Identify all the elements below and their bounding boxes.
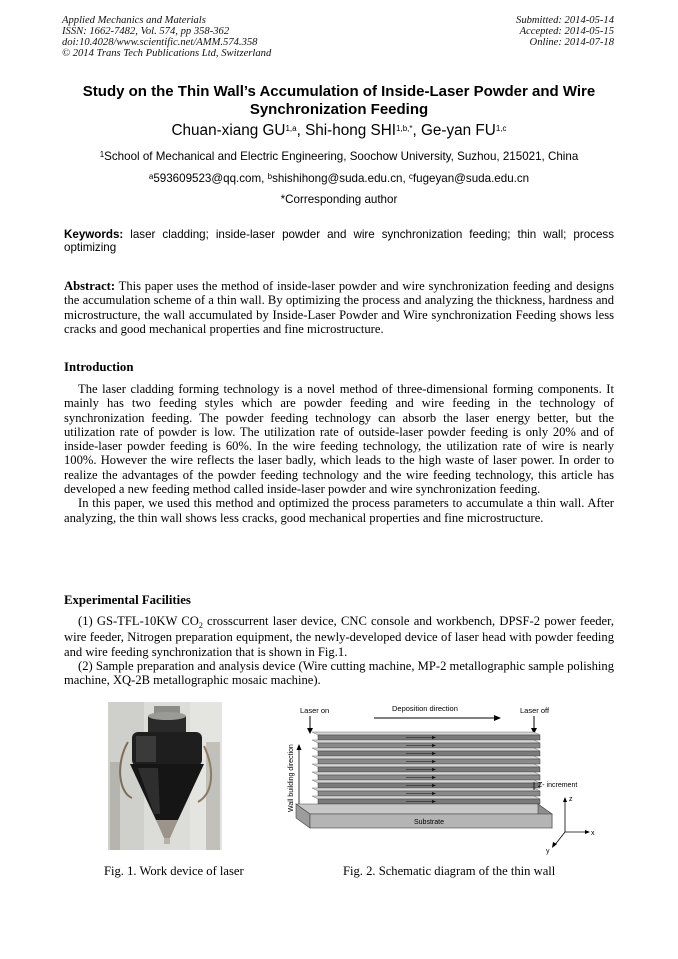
figure-2-caption: Fig. 2. Schematic diagram of the thin wall: [343, 864, 556, 878]
keywords: [64, 228, 614, 255]
issn-line: ISSN: 1662-7482, Vol. 574, pp 358-362: [62, 26, 230, 37]
substrate-top: [296, 804, 552, 814]
copyright-line: © 2014 Trans Tech Publications Ltd, Switzerland: [62, 48, 272, 59]
dates-info: [516, 15, 614, 48]
deposition-arrowhead: [494, 715, 501, 721]
introduction-body: [64, 382, 614, 525]
email-sup: a: [148, 172, 154, 181]
label-z-increment: Z- increment: [538, 782, 578, 789]
accepted-date: Accepted: 2014-05-15: [519, 26, 614, 37]
label-axis-y: y: [546, 848, 550, 855]
corresponding-note: *Corresponding author: [280, 193, 398, 206]
author-list: Chuan-xiang GU$^{1,a}$, Shi-hong $SHI^{1,b,*}$, Ge-yan FU$^{1,c}$: [171, 122, 507, 139]
affiliation-sup: 1: [99, 150, 105, 159]
author-sup: 1,a: [285, 124, 297, 133]
label-wall-building-direction: Wall building direction: [288, 744, 295, 812]
paragraph: In this paper, we used this method and optimized the process parameters to accumulate a thin wall. After analyzing, the thin wall shows less cracks, good mechanical properties and fine microstructure.: [64, 496, 614, 525]
paragraph: (2) Sample preparation and analysis device (Wire cutting machine, MP-2 metallographic sample polishing machine, XQ-2B metallographic mosaic machine).: [64, 658, 614, 688]
paragraph: The laser cladding forming technology is a novel method of three-dimensional forming components. It mainly has two feeding styles which are powder feeding and wire feeding in the technology of synchronization feeding. The powder feeding technology can absorb the laser energy better, but the utilization rate of powder is low. The utilization rate of outside-laser powder feeding is only 20% and of inside-laser powder feeding is 60%. In the wire feeding technology, the utilization rate of wire is nearly 100%. However the wire reflects the laser badly, which leads to the high waste of laser power. In order to realize the advantages of the powder feeding technology and the wire feeding technology, this article has developed a new feeding method called inside-laser powder and wire synchronization feeding.: [64, 382, 614, 497]
section-heading-experimental: Experimental Facilities: [64, 593, 191, 607]
keywords-text: laser cladding; inside-laser powder and wire synchronization feeding; thin wall; process optimizing: [64, 228, 614, 255]
author-name: Shi-hong SHI: [305, 122, 397, 139]
wall-layer-top: [312, 796, 540, 799]
keywords-label: Keywords:: [64, 228, 124, 241]
wall-layer-top: [312, 748, 540, 751]
journal-info: [62, 15, 271, 59]
label-laser-on: Laser on: [300, 706, 330, 715]
wall-building-arrowhead: [297, 744, 302, 750]
wall-layer-top: [312, 740, 540, 743]
doi-line: doi:10.4028/www.scientific.net/AMM.574.358: [62, 37, 258, 48]
wall-layer-top: [312, 764, 540, 767]
author-sup: 1,c: [495, 124, 507, 133]
author-name: Chuan-xiang GU: [171, 122, 286, 139]
wall-layer-top: [312, 788, 540, 791]
abstract-text: This paper uses the method of inside-laser powder and wire synchronization feeding and designs the accumulation scheme of a thin wall. By optimizing the process and analyzing the thickness, hardness and microstructure, the wall accumulated by Inside-Laser Powder and Wire synchronization Feeding shows less cracks and good mechanical properties and fine microstructure.: [64, 279, 615, 336]
wall-layer-top: [312, 780, 540, 783]
figure-1-photo: [108, 702, 222, 850]
axis-z-arrowhead: [563, 797, 567, 802]
wall-layer-top: [312, 772, 540, 775]
wall-layer-top: [312, 756, 540, 759]
label-laser-off: Laser off: [520, 706, 550, 715]
wall-layer-top: [312, 732, 540, 735]
paragraph-text: crosscurrent laser device, CNC console and workbench, DPSF-2 power feeder, wire feeder, Nitrogen preparation equipment, the newly-developed device of laser head with powder feeding and wire feeding synchronization that is shown in Fig.1.: [64, 614, 614, 659]
paper-title: Study on the Thin Wall’s Accumulation of Inside-Laser Powder and Wire Synchronization Feeding: [82, 83, 596, 118]
email-link[interactable]: shishihong@suda.edu.cn: [272, 172, 403, 185]
email-sup: c: [408, 172, 413, 181]
online-date: Online: 2014-07-18: [529, 37, 614, 48]
paragraph: [64, 614, 614, 659]
experimental-body: [64, 614, 614, 687]
email-sup: b: [267, 172, 273, 181]
journal-name: Applied Mechanics and Materials: [62, 15, 206, 26]
paragraph-text: (1) GS-TFL-10KW CO: [78, 614, 199, 628]
laser-on-arrowhead: [307, 728, 313, 734]
wall-layers: [312, 732, 540, 804]
affiliation: [40, 150, 638, 164]
email-link[interactable]: 593609523@qq.com: [153, 172, 262, 185]
label-deposition-direction: Deposition direction: [392, 704, 458, 713]
affiliation-text: School of Mechanical and Electric Engineering, Soochow University, Suzhou, 215021, China: [104, 150, 579, 163]
axis-x-arrowhead: [585, 830, 590, 834]
email-list: $^a$593609523@qq.com, $^b$shishihong@suda.edu.cn, $^c$fugeyan@suda.edu.cn: [148, 172, 530, 185]
abstract: [64, 279, 614, 336]
section-heading-introduction: Introduction: [64, 360, 134, 374]
label-substrate: Substrate: [414, 819, 444, 826]
author-sup: 1,b,*: [396, 124, 413, 133]
figure-1-caption: Fig. 1. Work device of laser: [104, 864, 244, 878]
figure-2-schematic: [282, 700, 602, 860]
email-link[interactable]: fugeyan@suda.edu.cn: [412, 172, 530, 185]
subscript: 2: [198, 621, 203, 630]
submitted-date: Submitted: 2014-05-14: [516, 15, 614, 26]
label-axis-x: x: [591, 830, 595, 837]
author-name: Ge-yan FU: [421, 122, 496, 139]
abstract-label: Abstract:: [64, 279, 116, 293]
label-axis-z: z: [569, 796, 573, 803]
